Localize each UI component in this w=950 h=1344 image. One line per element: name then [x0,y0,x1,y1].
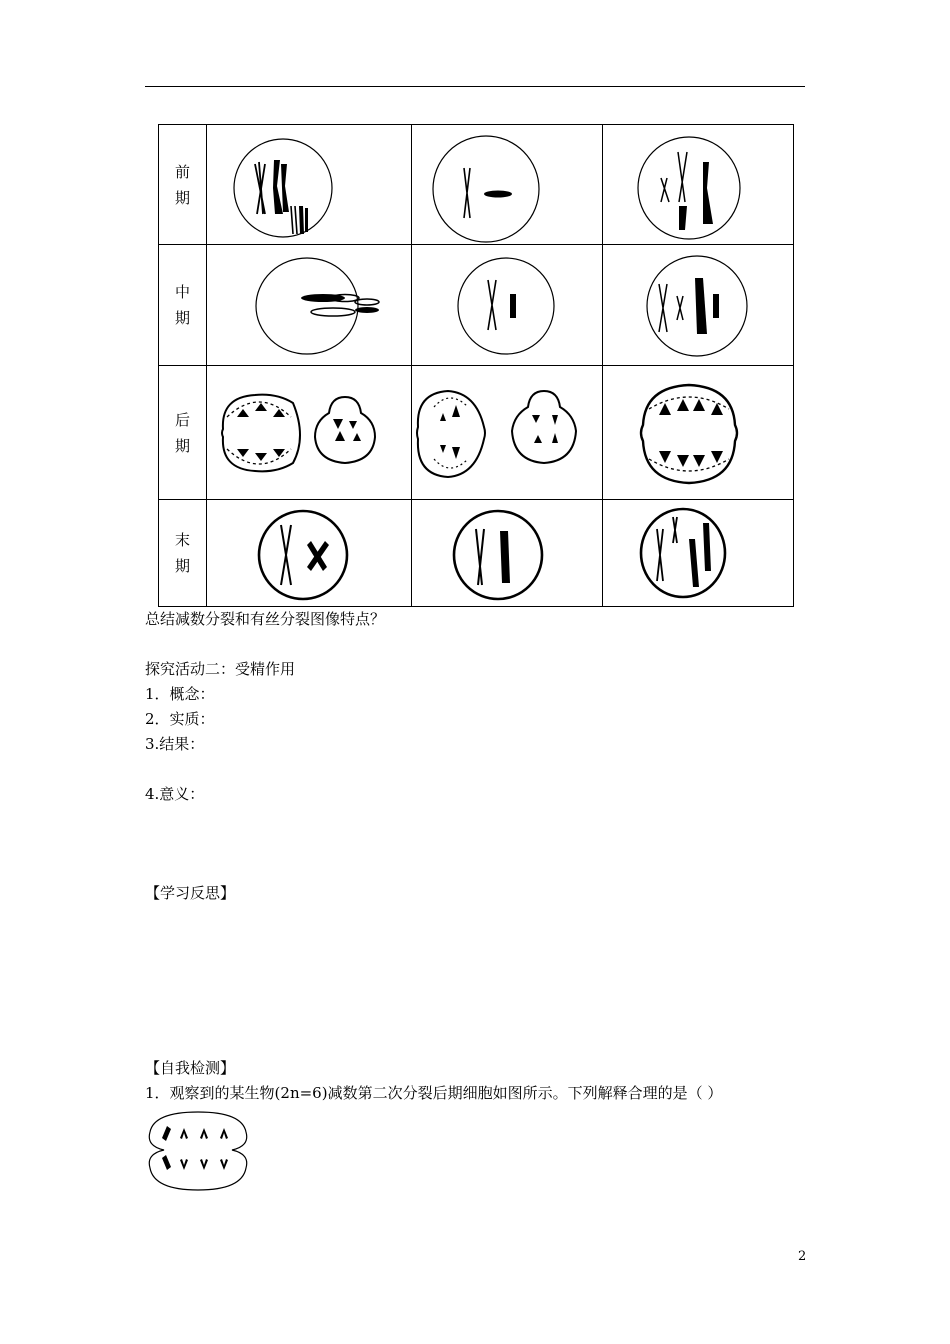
cell-division-table [158,124,794,607]
telophase-meiosis2-image [412,500,603,607]
table-row-metaphase [159,245,794,366]
metaphase-mitosis-image [603,245,794,366]
prophase-meiosis1-image [207,125,412,245]
row-label-anaphase: 后 期 [159,366,207,500]
row-label-metaphase: 中 期 [159,245,207,366]
table-row-telophase [159,500,794,607]
activity2-title: 探究活动二：受精作用 [145,660,296,678]
anaphase-meiosis1-image [207,366,412,500]
table-row-prophase [159,125,794,245]
anaphase-mitosis-image [603,366,794,500]
anaphase-meiosis2-image [412,366,603,500]
header-rule [145,86,805,87]
row-label-telophase: 末 期 [159,500,207,607]
row-label-prophase: 前 期 [159,125,207,245]
telophase-mitosis-image [603,500,794,607]
activity2-item-result: 3.结果： [145,735,205,753]
summary-question: 总结减数分裂和有丝分裂图像特点？ [145,610,386,628]
page-number: 2 [798,1249,807,1264]
reflection-heading: 【学习反思】 [145,884,236,902]
metaphase-meiosis2-image [412,245,603,366]
activity2-item-significance: 4.意义： [145,785,205,803]
prophase-mitosis-image [603,125,794,245]
table-row-anaphase [159,366,794,500]
activity2-item-essence: 2．实质： [145,710,215,728]
prophase-meiosis2-image [412,125,603,245]
question-1: 1．观察到的某生物(2n=6)减数第二次分裂后期细胞如图所示。下列解释合理的是（ ） [145,1084,723,1102]
telophase-meiosis1-image [207,500,412,607]
metaphase-meiosis1-image [207,245,412,366]
activity2-item-concept: 1．概念： [145,685,215,703]
self-test-heading: 【自我检测】 [145,1059,236,1077]
question-1-cell-figure [142,1108,254,1198]
